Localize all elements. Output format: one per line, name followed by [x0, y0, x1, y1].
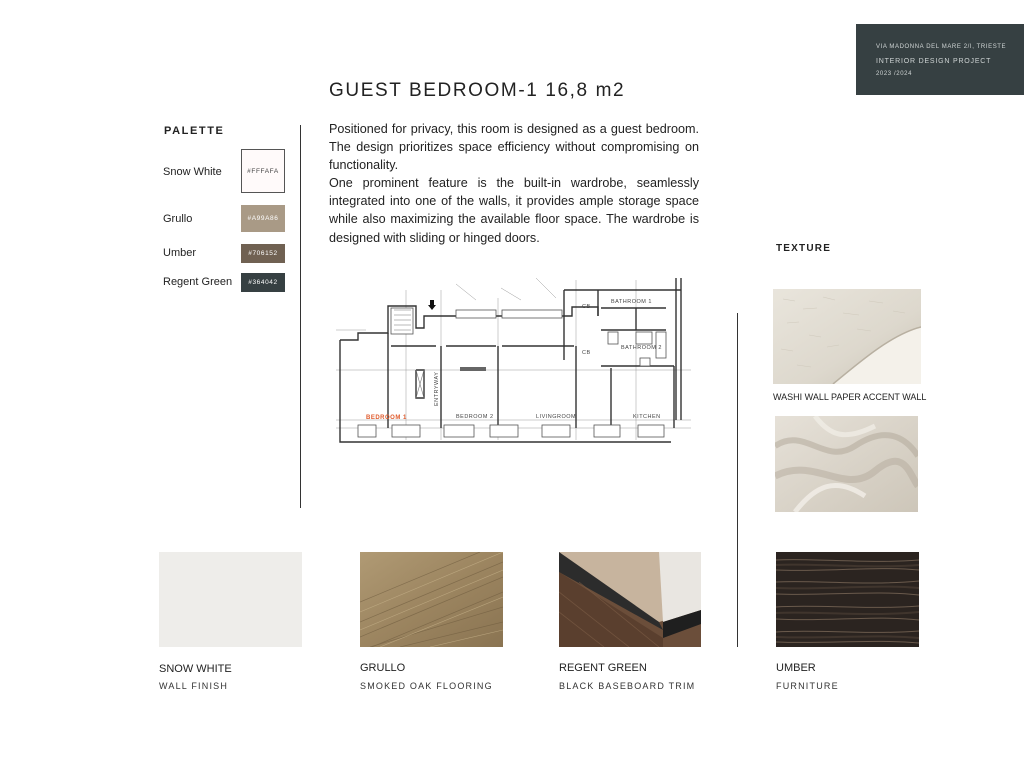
texture-heading: TEXTURE — [776, 243, 832, 254]
snow-white-wall-sample — [159, 552, 302, 647]
page-title: GUEST BEDROOM-1 16,8 m2 — [329, 80, 626, 101]
floor-plan — [336, 270, 691, 452]
palette-heading: PALETTE — [164, 125, 225, 137]
description-paragraph-2: One prominent feature is the built-in wardrobe, seamlessly integrated into one of the walls, it provides ample storage space while also maximizing the available floor space. The wardrobe is designed with sliding or hinged doors. — [329, 176, 699, 245]
bathroom-1-label: BATHROOM 1 — [611, 299, 652, 305]
material-use-smoked-oak-flooring: SMOKED OAK FLOORING — [360, 681, 493, 691]
room-description — [329, 120, 699, 247]
material-name-snow-white: SNOW WHITE — [159, 663, 232, 675]
texture-divider — [737, 313, 738, 647]
project-type: INTERIOR DESIGN PROJECT — [876, 58, 992, 65]
material-use-furniture: FURNITURE — [776, 681, 839, 691]
description-paragraph-1: Positioned for privacy, this room is designed as a guest bedroom. The design prioritizes space efficiency without compromising on functionality. — [329, 122, 699, 173]
material-use-black-baseboard-trim: BLACK BASEBOARD TRIM — [559, 681, 696, 691]
black-baseboard-trim-sample — [559, 552, 701, 647]
material-use-wall-finish: WALL FINISH — [159, 681, 229, 691]
linen-fabric-image — [775, 416, 918, 512]
smoked-oak-flooring-sample — [360, 552, 503, 647]
material-name-regent-green: REGENT GREEN — [559, 662, 647, 674]
palette-name-umber: Umber — [163, 247, 197, 259]
umber-furniture-wood-sample — [776, 552, 919, 647]
washi-wallpaper-image — [773, 289, 921, 384]
palette-swatch-umber — [241, 244, 285, 263]
bedroom-2-label: BEDROOM 2 — [456, 414, 494, 420]
cb-label-2: CB — [582, 350, 591, 356]
palette-swatch-grullo — [241, 205, 285, 232]
palette-name-regent-green: Regent Green — [163, 276, 233, 288]
palette-name-snow-white: Snow White — [163, 166, 222, 178]
palette-name-grullo: Grullo — [163, 213, 193, 225]
project-address: VIA MADONNA DEL MARE 2/I, TRIESTE — [876, 44, 1007, 50]
entryway-label: ENTRYWAY — [434, 371, 440, 406]
palette-hex-regent-green: #364042 — [248, 279, 278, 286]
texture-caption: WASHI WALL PAPER ACCENT WALL — [773, 392, 927, 402]
bathroom-2-label: BATHROOM 2 — [621, 345, 662, 351]
bedroom-1-label: BEDROOM 1 — [366, 415, 407, 421]
material-name-umber: UMBER — [776, 662, 816, 674]
project-year: 2023 /2024 — [876, 71, 913, 77]
palette-hex-umber: #706152 — [248, 250, 278, 257]
project-header-card — [856, 24, 1024, 95]
cb-label-1: CB — [582, 304, 591, 310]
floor-plan-drawing — [336, 270, 691, 452]
livingroom-label: LIVINGROOM — [536, 414, 577, 420]
palette-swatch-snow-white — [241, 149, 285, 193]
palette-swatch-regent-green — [241, 273, 285, 292]
palette-hex-grullo: #A99A86 — [247, 215, 279, 222]
palette-hex-snow-white: #FFFAFA — [247, 167, 279, 175]
material-name-grullo: GRULLO — [360, 662, 406, 674]
kitchen-label: KITCHEN — [633, 414, 661, 420]
palette-divider — [300, 125, 301, 508]
